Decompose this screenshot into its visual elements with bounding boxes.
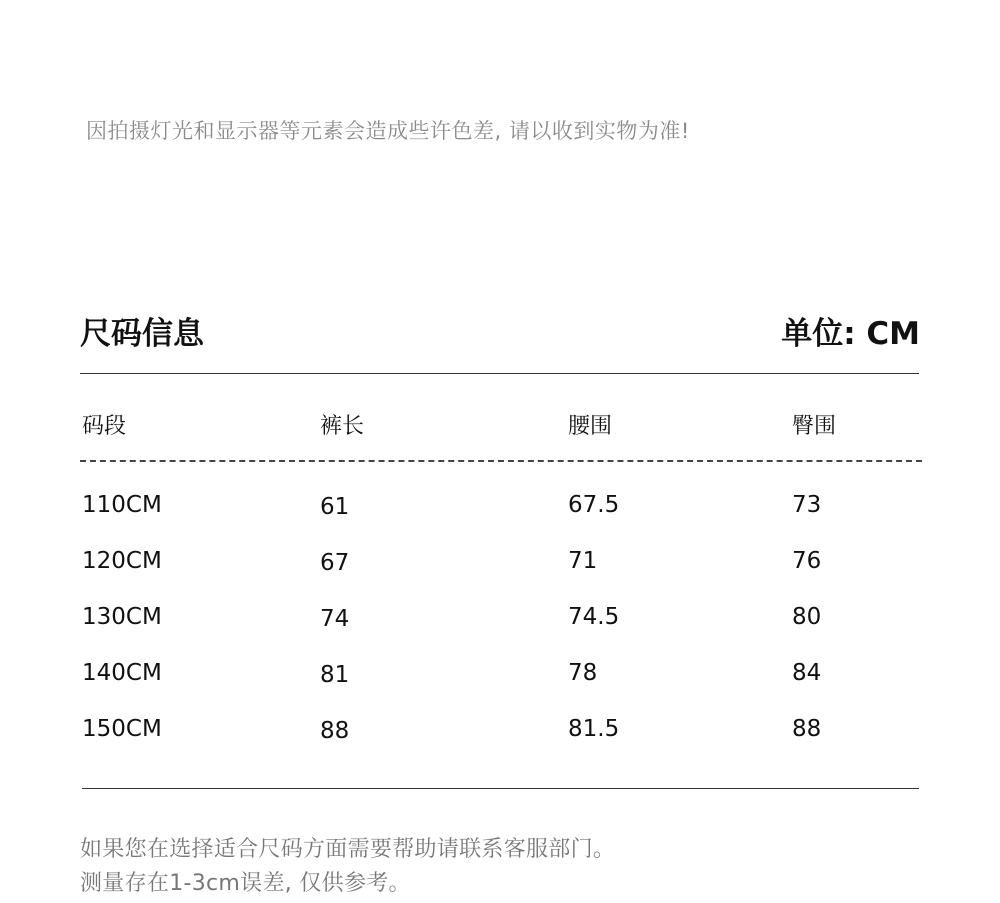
- row-waist: 81.5: [568, 716, 620, 742]
- size-info-title: 尺码信息: [80, 316, 204, 352]
- table-bottom-divider: [82, 788, 919, 789]
- row-size: 130CM: [82, 604, 162, 630]
- header-hip: 臀围: [792, 414, 837, 439]
- row-size: 120CM: [82, 548, 162, 574]
- table-top-divider: [80, 373, 919, 374]
- help-note: 如果您在选择适合尺码方面需要帮助请联系客服部门。: [80, 837, 616, 862]
- row-waist: 71: [568, 548, 598, 574]
- row-size: 110CM: [82, 492, 162, 518]
- row-hip: 80: [792, 604, 822, 630]
- row-waist: 67.5: [568, 492, 620, 518]
- row-waist: 78: [568, 660, 598, 686]
- row-pants-length: 61: [320, 494, 350, 520]
- header-waist: 腰围: [568, 414, 613, 439]
- row-hip: 76: [792, 548, 822, 574]
- header-dashed-divider: [80, 460, 922, 462]
- header-pants-length: 裤长: [320, 414, 365, 439]
- row-hip: 73: [792, 492, 822, 518]
- header-size: 码段: [82, 414, 127, 439]
- row-waist: 74.5: [568, 604, 620, 630]
- color-disclaimer: 因拍摄灯光和显示器等元素会造成些许色差, 请以收到实物为准!: [86, 119, 690, 143]
- row-pants-length: 88: [320, 718, 350, 744]
- row-pants-length: 74: [320, 606, 350, 632]
- row-hip: 88: [792, 716, 822, 742]
- row-hip: 84: [792, 660, 822, 686]
- row-size: 150CM: [82, 716, 162, 742]
- unit-label: 单位: CM: [781, 316, 920, 352]
- measurement-note: 测量存在1-3cm误差, 仅供参考。: [80, 871, 411, 896]
- row-pants-length: 67: [320, 550, 350, 576]
- row-size: 140CM: [82, 660, 162, 686]
- row-pants-length: 81: [320, 662, 350, 688]
